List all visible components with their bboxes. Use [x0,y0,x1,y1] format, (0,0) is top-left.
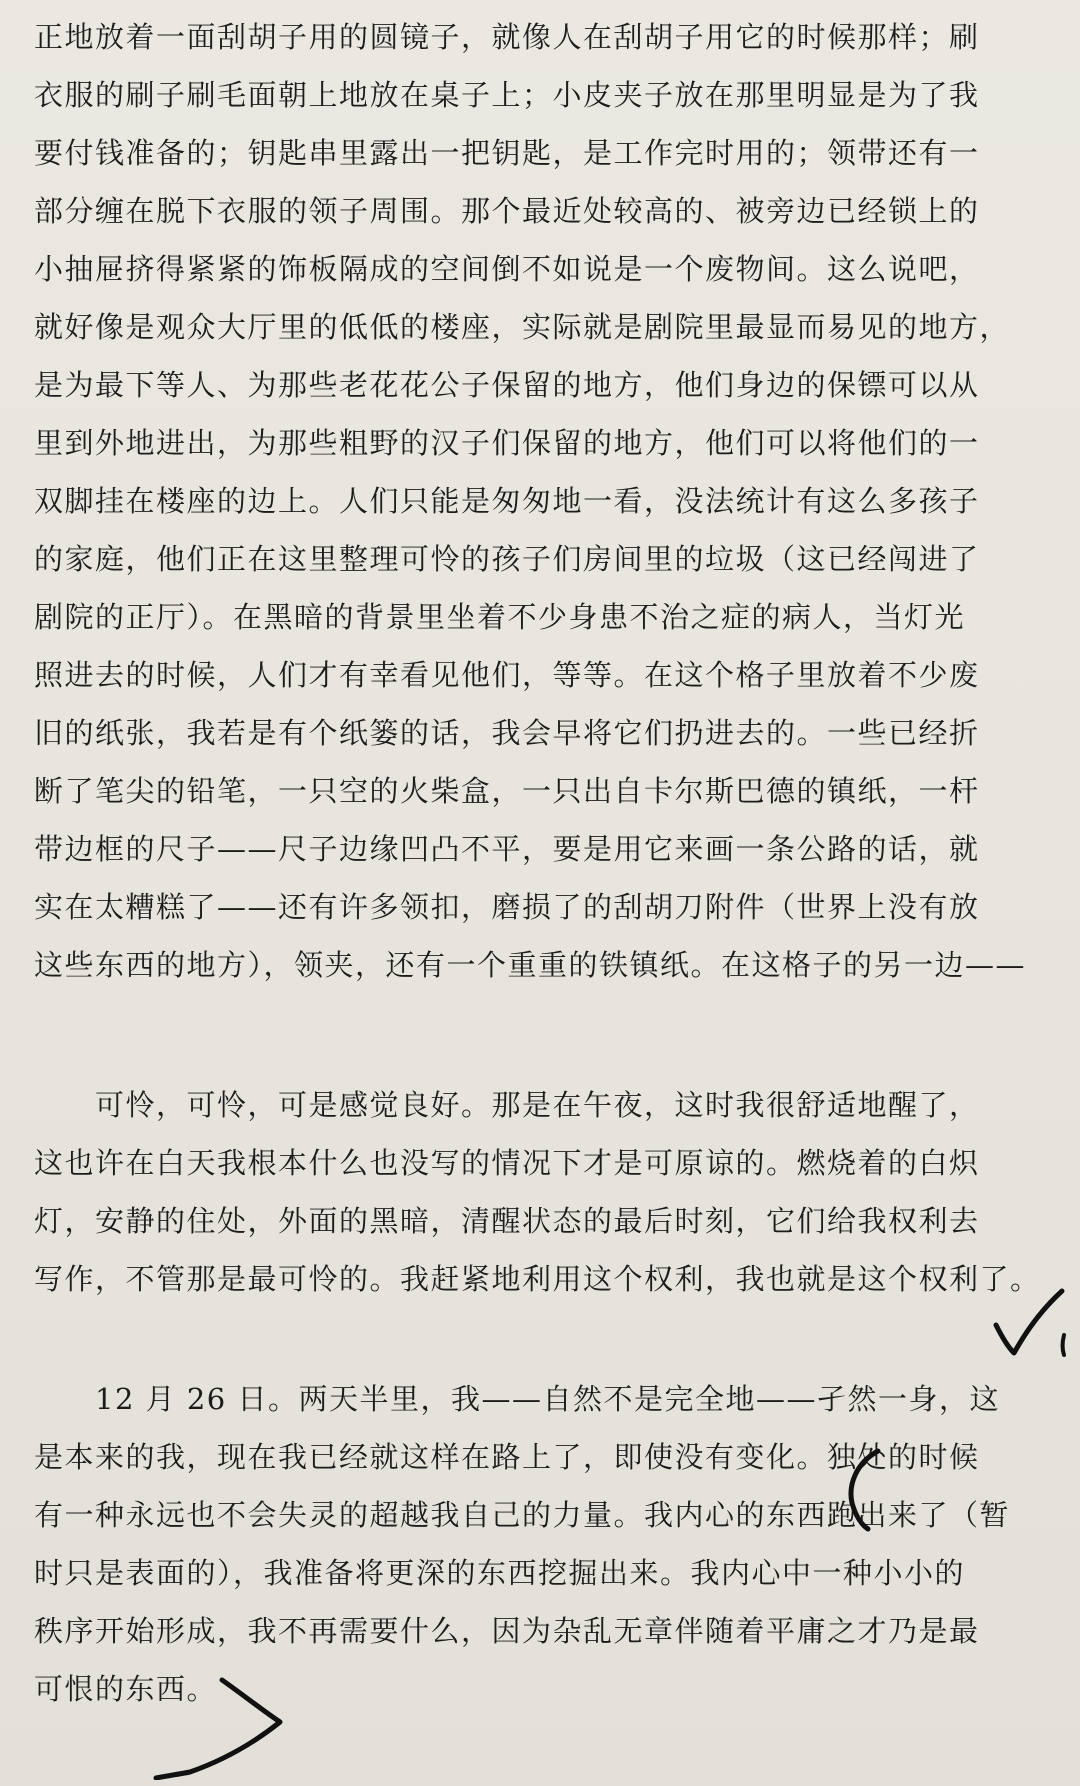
text-line: 是本来的我，现在我已经就这样在路上了，即使没有变化。独处的时候 [34,1440,980,1474]
paragraph-2 [34,1076,1041,1308]
text-line: 带边框的尺子——尺子边缘凹凸不平，要是用它来画一条公路的话，就 [34,832,980,866]
text-line: 衣服的刷子刷毛面朝上地放在桌子上；小皮夹子放在那里明显是为了我 [34,78,980,112]
text-line: 可恨的东西。 [34,1672,218,1706]
text-line: 是为最下等人、为那些老花花公子保留的地方，他们身边的保镖可以从 [34,368,980,402]
text-line: 12 月 26 日。两天半里，我——自然不是完全地——孑然一身，这 [34,1382,1000,1416]
text-line: 的家庭，他们正在这里整理可怜的孩子们房间里的垃圾（这已经闯进了 [34,542,980,576]
text-line: 剧院的正厅）。在黑暗的背景里坐着不少身患不治之症的病人，当灯光 [34,600,966,634]
text-line: 就好像是观众大厅里的低低的楼座，实际就是剧院里最显而易见的地方， [34,310,1011,344]
text-line: 可怜，可怜，可是感觉良好。那是在午夜，这时我很舒适地醒了， [34,1088,980,1122]
text-line: 正地放着一面刮胡子用的圆镜子，就像人在刮胡子用它的时候那样；刷 [34,20,980,54]
paragraph-3 [34,1370,1034,1718]
text-line: 旧的纸张，我若是有个纸篓的话，我会早将它们扔进去的。一些已经折 [34,716,980,750]
paragraph-1 [34,8,1034,994]
text-line: 灯，安静的住处，外面的黑暗，清醒状态的最后时刻，它们给我权利去 [34,1204,980,1238]
text-line: 实在太糟糕了——还有许多领扣，磨损了的刮胡刀附件（世界上没有放 [34,890,980,924]
text-line: 时只是表面的），我准备将更深的东西挖掘出来。我内心中一种小小的 [34,1556,966,1590]
text-line: 部分缠在脱下衣服的领子周围。那个最近处较高的、被旁边已经锁上的 [34,194,980,228]
text-line: 要付钱准备的；钥匙串里露出一把钥匙，是工作完时用的；领带还有一 [34,136,980,170]
text-line: 断了笔尖的铅笔，一只空的火柴盒，一只出自卡尔斯巴德的镇纸，一杆 [34,774,980,808]
text-line: 秩序开始形成，我不再需要什么，因为杂乱无章伴随着平庸之才乃是最 [34,1614,980,1648]
text-line: 有一种永远也不会失灵的超越我自己的力量。我内心的东西跑出来了（暂 [34,1498,1011,1532]
text-line: 写作，不管那是最可怜的。我赶紧地利用这个权利，我也就是这个权利了。 [34,1262,1041,1296]
text-line: 双脚挂在楼座的边上。人们只能是匆匆地一看，没法统计有这么多孩子 [34,484,980,518]
text-line: 小抽屉挤得紧紧的饰板隔成的空间倒不如说是一个废物间。这么说吧， [34,252,980,286]
text-line: 这也许在白天我根本什么也没写的情况下才是可原谅的。燃烧着的白炽 [34,1146,980,1180]
text-line: 照进去的时候，人们才有幸看见他们，等等。在这个格子里放着不少废 [34,658,980,692]
text-line: 这些东西的地方），领夹，还有一个重重的铁镇纸。在这格子的另一边—— [34,948,1027,982]
text-line: 里到外地进出，为那些粗野的汉子们保留的地方，他们可以将他们的一 [34,426,980,460]
